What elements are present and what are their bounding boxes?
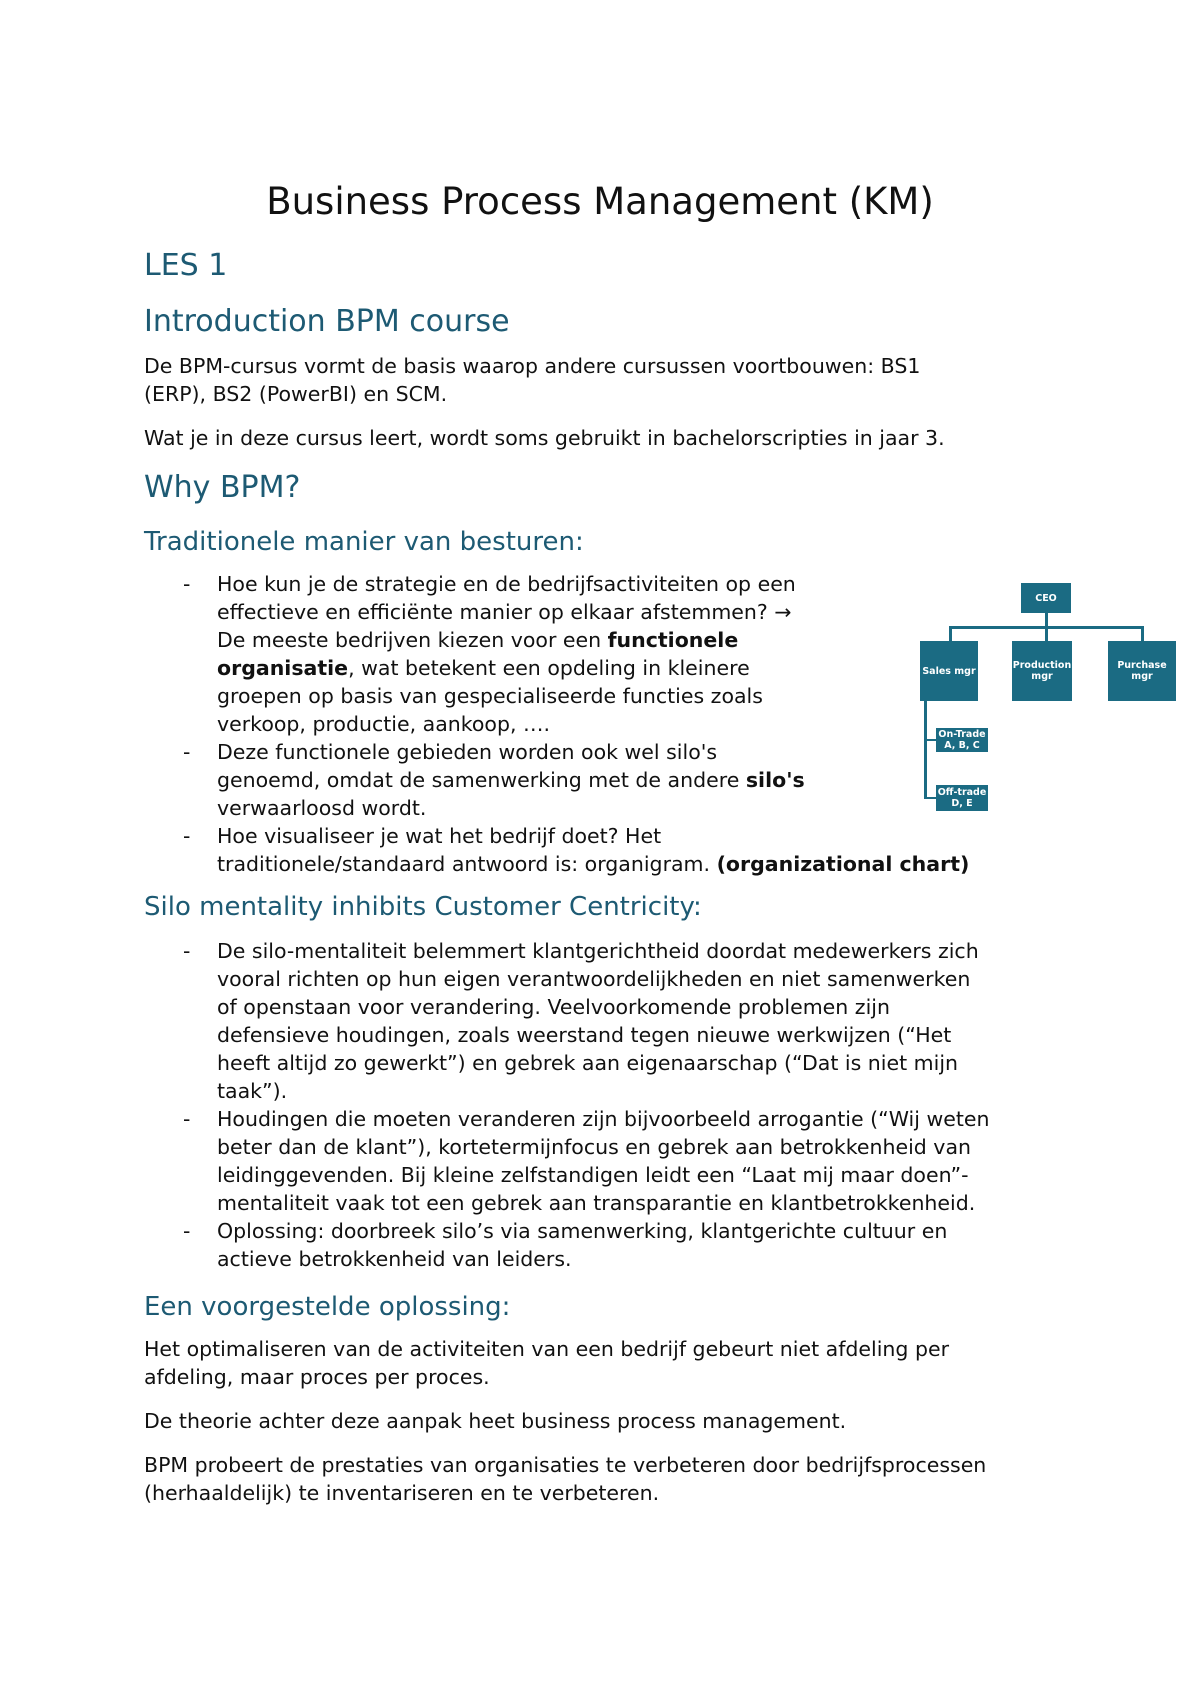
org-ceo-box: CEO (1021, 583, 1071, 613)
list-item: - Hoe visualiseer je wat het bedrijf doet? Het traditionele/standaard antwoord is: organigram. (organizational chart) (144, 822, 969, 878)
list-item: - Oplossing: doorbreek silo’s via samenwerking, klantgerichte cultuur en actieve betrokkenheid van leiders. (144, 1217, 989, 1273)
silo-list (144, 937, 989, 1273)
list-item: - Hoe kun je de strategie en de bedrijfsactiviteiten op een effectieve en efficiënte manier op elkaar afstemmen? → De meeste bedrijven kiezen voor een functionele organisatie, wat betekent een opdeling in kleinere groepen op basis van gespecialiseerde functies zoals verkoop, productie, aankoop, …. (144, 570, 969, 738)
org-connector (1045, 613, 1048, 627)
org-connector (924, 797, 936, 799)
intro-heading: Introduction BPM course (144, 304, 510, 339)
solution-heading: Een voorgestelde oplossing: (144, 1292, 511, 1322)
list-item: - Houdingen die moeten veranderen zijn bijvoorbeeld arrogantie (“Wij weten beter dan de klant”), kortetermijnfocus en gebrek aan betrokkenheid van leidinggevenden. Bij kleine zelfstandigen leidt een “Laat mij maar doen”- mentaliteit vaak tot een gebrek aan transparantie en klantbetrokkenheid. (144, 1105, 989, 1217)
intro-paragraph-2: Wat je in deze cursus leert, wordt soms gebruikt in bachelorscripties in jaar 3. (144, 426, 945, 450)
lesson-heading: LES 1 (144, 248, 228, 283)
traditional-list (144, 570, 969, 878)
org-production-box: Production mgr (1012, 641, 1072, 701)
org-connector (924, 739, 936, 741)
solution-paragraph-3: BPM probeert de prestaties van organisaties te verbeteren door bedrijfsprocessen (herhaaldelijk) te inventariseren en te verbeteren. (144, 1453, 987, 1505)
arrow-icon: → (774, 600, 792, 624)
document-title: Business Process Management (KM) (266, 180, 934, 223)
org-offtrade-box: Off-trade D, E (937, 787, 987, 809)
org-chart (900, 575, 1200, 835)
intro-paragraph-1: De BPM-cursus vormt de basis waarop andere cursussen voortbouwen: BS1 (ERP), BS2 (PowerBI) en SCM. (144, 354, 921, 406)
list-item: - De silo-mentaliteit belemmert klantgerichtheid doordat medewerkers zich vooral richten op hun eigen verantwoordelijkheden en niet samenwerken of openstaan voor verandering. Veelvoorkomende problemen zijn defensieve houdingen, zoals weerstand tegen nieuwe werkwijzen (“Het heeft altijd zo gewerkt”) en gebrek aan eigenaarschap (“Dat is niet mijn taak”). (144, 937, 989, 1105)
org-connector (924, 701, 927, 799)
silo-heading: Silo mentality inhibits Customer Centricity: (144, 892, 702, 922)
org-connector (1045, 626, 1048, 641)
traditional-heading: Traditionele manier van besturen: (144, 527, 584, 557)
org-purchase-box: Purchase mgr (1108, 641, 1176, 701)
solution-paragraph-2: De theorie achter deze aanpak heet business process management. (144, 1409, 847, 1433)
solution-paragraph-1: Het optimaliseren van de activiteiten van een bedrijf gebeurt niet afdeling per afdeling, maar proces per proces. (144, 1337, 950, 1389)
org-connector (949, 626, 952, 641)
list-item: - Deze functionele gebieden worden ook wel silo's genoemd, omdat de samenwerking met de andere silo's verwaarloosd wordt. (144, 738, 969, 822)
org-connector (1141, 626, 1144, 641)
org-sales-box: Sales mgr (920, 641, 978, 701)
org-ontrade-box: On-Trade A, B, C (936, 728, 988, 752)
why-bpm-heading: Why BPM? (144, 470, 301, 505)
